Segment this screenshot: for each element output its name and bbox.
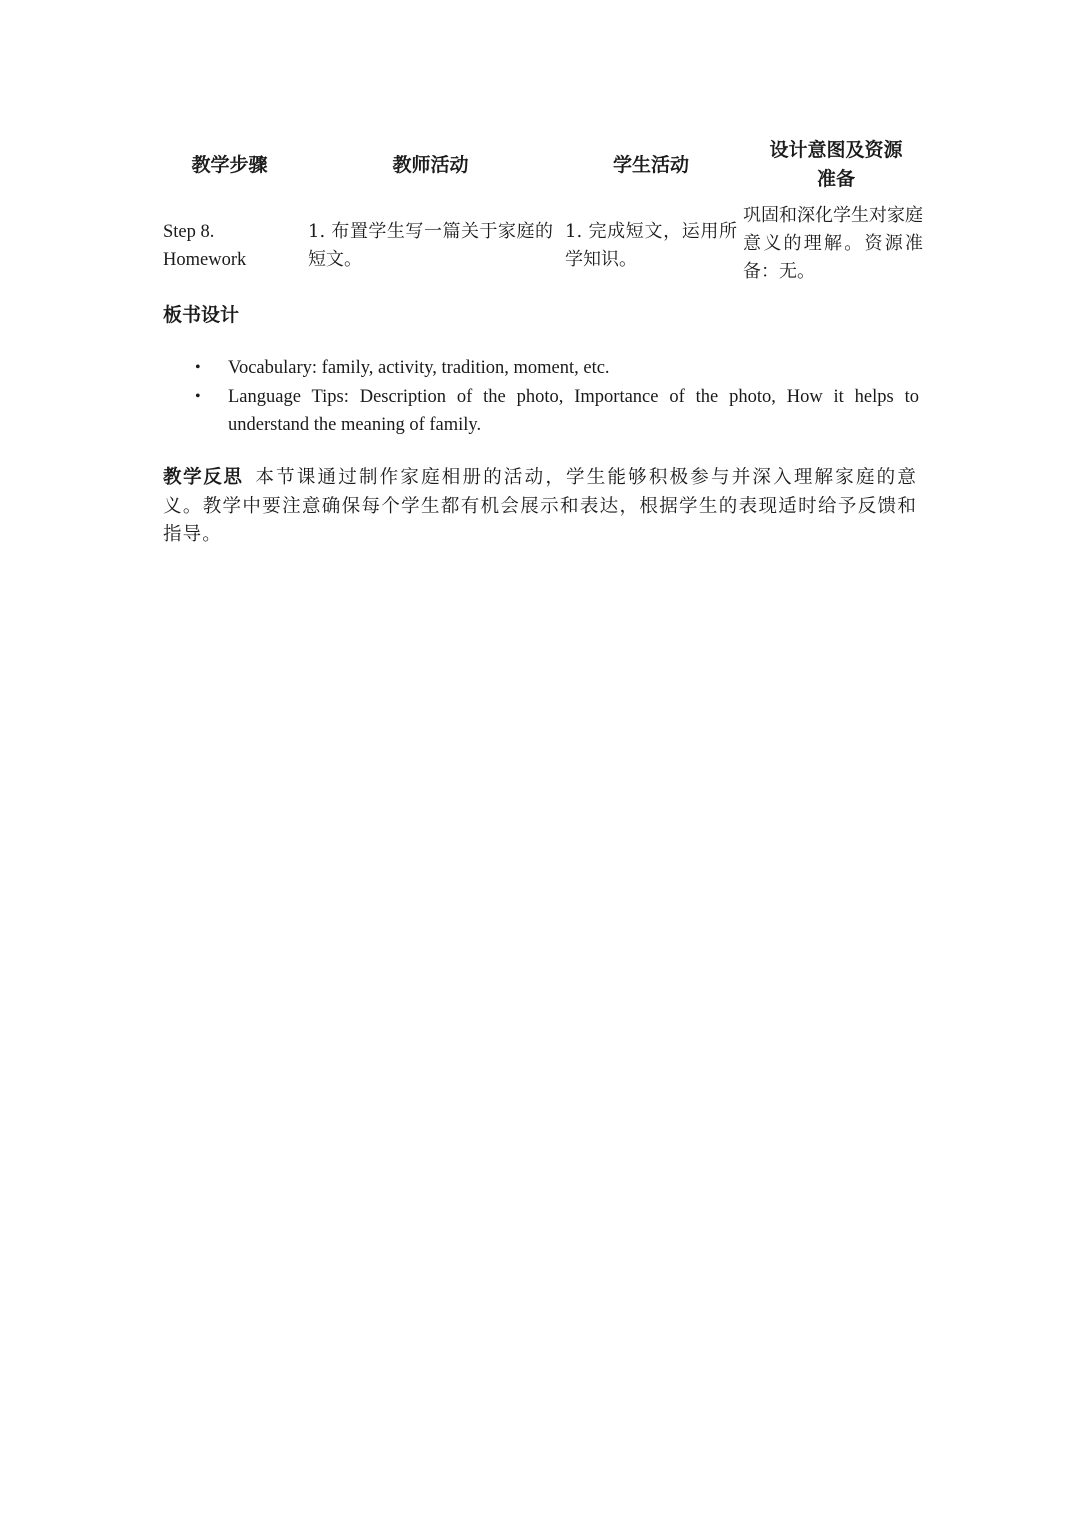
list-item [163, 354, 919, 383]
bullet-icon: • [195, 387, 201, 405]
header-teacher-activity: 教师活动 [392, 153, 469, 176]
step-title: Homework [163, 250, 247, 270]
cell-teacher-activity: 1. 布置学生写一篇关于家庭的短文。 [308, 221, 553, 270]
list-item-text: Vocabulary: family, activity, tradition, moment, etc. [228, 358, 610, 378]
reflection-text: 本节课通过制作家庭相册的活动，学生能够积极参与并深入理解家庭的意义。教学中要注意确保每个学生都有机会展示和表达，根据学生的表现适时给予反馈和指导。 [163, 467, 917, 545]
reflection-label: 教学反思 [163, 467, 244, 488]
header-design-intent-line2: 准备 [816, 168, 855, 190]
header-design-intent [743, 134, 929, 196]
header-teaching-step: 教学步骤 [191, 153, 268, 176]
cell-student-activity: 1. 完成短文，运用所学知识。 [565, 221, 737, 270]
bullet-icon: • [195, 359, 201, 376]
table-row [157, 196, 929, 290]
board-design-heading: 板书设计 [163, 304, 240, 326]
header-design-intent-line1: 设计意图及资源 [769, 139, 903, 161]
table-header-row [157, 134, 929, 196]
teaching-reflection [163, 464, 917, 550]
lesson-plan-table [157, 134, 929, 290]
cell-design-intent: 巩固和深化学生对家庭意义的理解。资源准备：无。 [743, 205, 923, 282]
step-number: Step 8. [163, 222, 215, 242]
header-student-activity: 学生活动 [612, 153, 689, 176]
list-item [163, 383, 919, 440]
board-design-list [163, 354, 919, 440]
list-item-text: Language Tips: Description of the photo, Importance of the photo, How it helps to understand the meaning of family. [228, 386, 919, 435]
cell-step [157, 196, 302, 290]
